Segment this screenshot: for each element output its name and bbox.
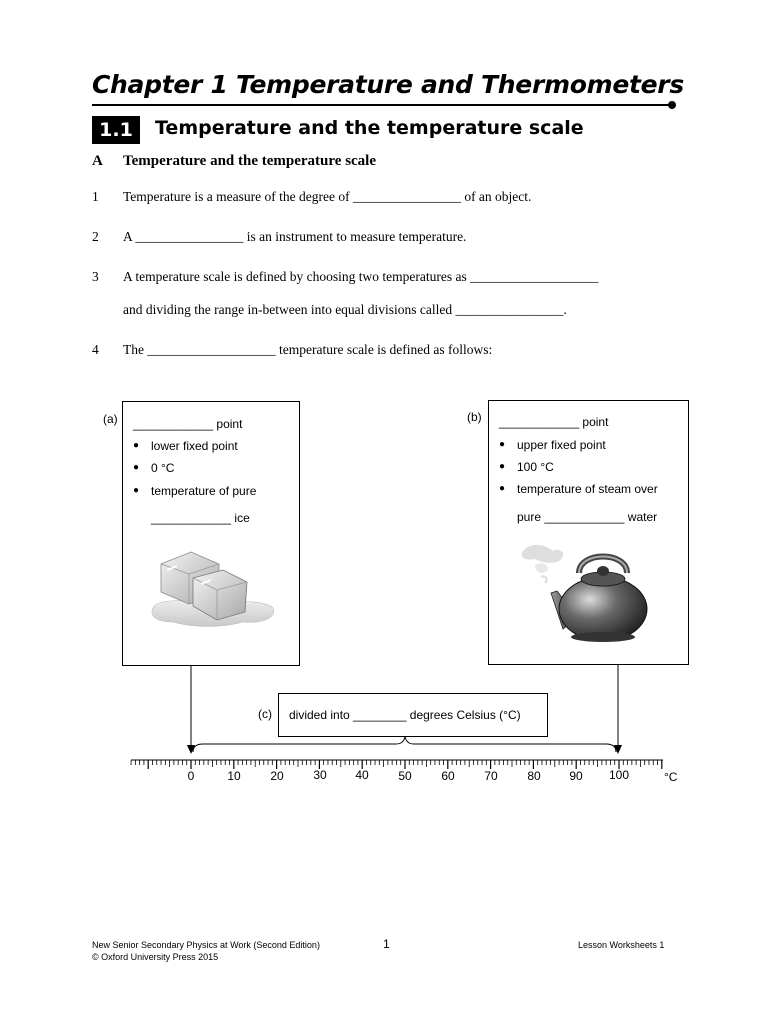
question-text-continuation: and dividing the range in-between into equal divisions called ________________. xyxy=(123,302,567,317)
question-number: 4 xyxy=(92,342,99,357)
footer-book-title: New Senior Secondary Physics at Work (Second Edition) xyxy=(92,940,320,950)
tick-label: 40 xyxy=(355,768,369,782)
tick-label: 50 xyxy=(398,769,412,783)
panel-b-title: ____________ point xyxy=(499,415,609,429)
scale-unit-label: °C xyxy=(664,770,678,784)
question-number: 1 xyxy=(92,189,99,204)
question-text: A ________________ is an instrument to measure temperature. xyxy=(123,229,467,244)
panel-c-text: divided into ________ degrees Celsius (°C) xyxy=(289,708,521,722)
question-text: Temperature is a measure of the degree of ________________ of an object. xyxy=(123,189,532,204)
panel-a-label: (a) xyxy=(103,412,118,426)
bullet-icon: ● xyxy=(499,439,506,450)
bullet-icon: ● xyxy=(133,440,140,451)
tick-label: 20 xyxy=(270,769,284,783)
curly-brace xyxy=(193,736,616,752)
scale-ticks xyxy=(131,760,662,769)
subsection-letter: A xyxy=(92,153,103,169)
panel-a-continuation: ____________ ice xyxy=(151,511,250,525)
bullet-icon: ● xyxy=(499,483,506,494)
section-number-badge: 1.1 xyxy=(92,116,140,144)
panel-b-label: (b) xyxy=(467,410,482,424)
subsection-title: Temperature and the temperature scale xyxy=(123,153,377,169)
section-title: Temperature and the temperature scale xyxy=(155,117,584,139)
panel-b-bullet: upper fixed point xyxy=(517,438,606,452)
tick-label: 70 xyxy=(484,769,498,783)
panel-c-label: (c) xyxy=(258,707,272,721)
footer-copyright: © Oxford University Press 2015 xyxy=(92,952,219,962)
bullet-icon: ● xyxy=(133,462,140,473)
question-text: The ___________________ temperature scale is defined as follows: xyxy=(123,342,493,357)
panel-a-bullet: temperature of pure xyxy=(151,484,257,498)
bullet-icon: ● xyxy=(133,485,140,496)
panel-a-bullet: 0 °C xyxy=(151,461,175,475)
tick-label: 80 xyxy=(527,769,541,783)
question-text: A temperature scale is defined by choosing two temperatures as ___________________ xyxy=(123,269,599,284)
tick-label: 90 xyxy=(569,769,583,783)
tick-label: 0 xyxy=(187,769,195,783)
tick-label: 10 xyxy=(227,769,241,783)
bullet-icon: ● xyxy=(499,461,506,472)
tick-label: 30 xyxy=(313,768,327,782)
panel-a-title: ____________ point xyxy=(133,417,243,431)
panel-b-bullet: 100 °C xyxy=(517,460,554,474)
question-number: 2 xyxy=(92,229,99,244)
tick-label: 60 xyxy=(441,769,455,783)
question-number: 3 xyxy=(92,269,99,284)
panel-a-bullet: lower fixed point xyxy=(151,439,238,453)
chapter-title: Chapter 1 Temperature and Thermometers xyxy=(92,70,684,99)
footer-worksheet: Lesson Worksheets 1 xyxy=(578,940,665,950)
panel-b-continuation: pure ____________ water xyxy=(517,510,658,524)
page-number: 1 xyxy=(383,937,390,951)
tick-label: 100 xyxy=(608,768,630,782)
panel-b-bullet: temperature of steam over xyxy=(517,482,658,496)
